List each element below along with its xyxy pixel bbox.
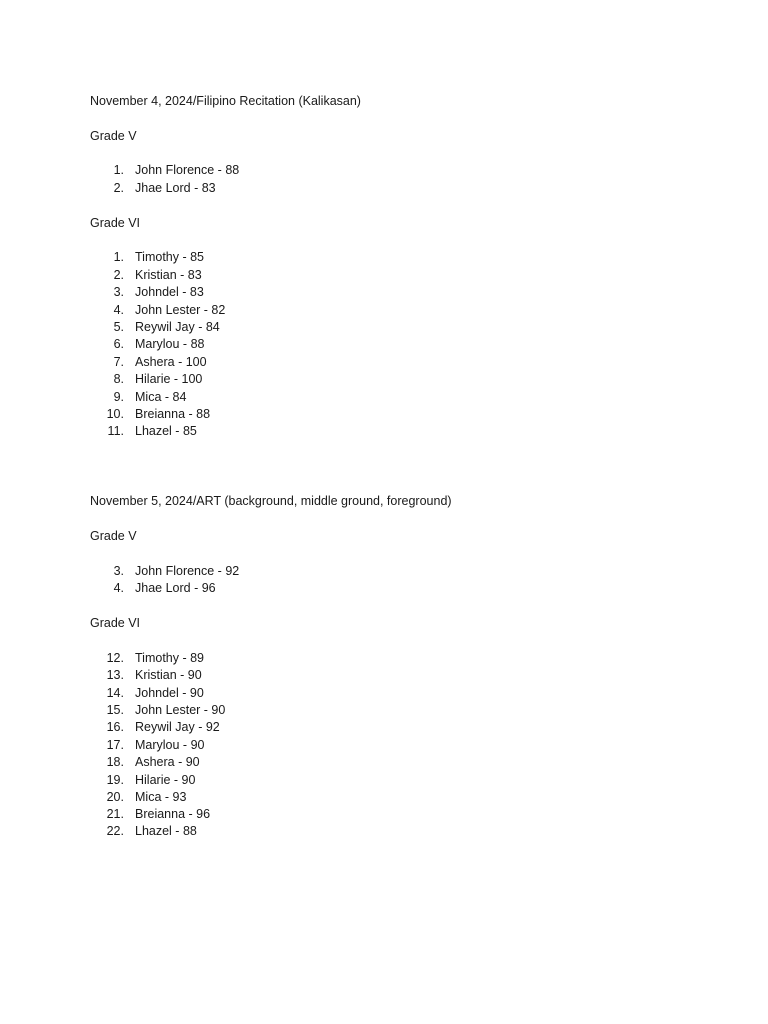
list-item-number: 13.: [106, 668, 124, 682]
list-item-text: Reywil Jay - 84: [135, 320, 220, 334]
list-item-text: Hilarie - 90: [135, 773, 196, 787]
list-item-text: Marylou - 90: [135, 738, 205, 752]
list-item-number: 6.: [113, 337, 124, 351]
list-item-number: 2.: [113, 268, 124, 282]
list-item-number: 12.: [106, 651, 124, 665]
list-item-text: Marylou - 88: [135, 337, 205, 351]
section-heading: November 4, 2024/Filipino Recitation (Kalikasan): [90, 94, 361, 108]
list-item-number: 3.: [113, 285, 124, 299]
list-item-text: Breianna - 88: [135, 407, 211, 421]
grade-heading: Grade V: [90, 529, 137, 543]
list-item-number: 17.: [106, 738, 124, 752]
list-item-text: Johndel - 83: [135, 285, 204, 299]
list-item-number: 2.: [113, 181, 124, 195]
list-item-text: Timothy - 85: [135, 250, 205, 264]
list-item-text: Ashera - 100: [135, 355, 207, 369]
list-item-text: Johndel - 90: [135, 686, 204, 700]
list-item-number: 9.: [113, 390, 124, 404]
list-item-number: 11.: [107, 424, 124, 438]
grade-heading: Grade VI: [90, 616, 141, 630]
list-item-text: Hilarie - 100: [135, 372, 203, 386]
list-item-number: 16.: [106, 720, 124, 734]
list-item-text: John Florence - 92: [135, 564, 240, 578]
list-item-text: Ashera - 90: [135, 755, 200, 769]
list-item-text: John Lester - 90: [135, 703, 226, 717]
list-item-text: Kristian - 83: [135, 268, 202, 282]
list-item-text: Jhae Lord - 96: [135, 581, 216, 595]
list-item-text: John Florence - 88: [135, 163, 240, 177]
list-item-number: 5.: [113, 320, 124, 334]
section-heading: November 5, 2024/ART (background, middle ground, foreground): [90, 494, 452, 508]
list-item-text: Lhazel - 85: [135, 424, 197, 438]
list-item-number: 1.: [113, 163, 124, 177]
list-item-text: Kristian - 90: [135, 668, 202, 682]
list-item-text: Jhae Lord - 83: [135, 181, 216, 195]
list-item-number: 1.: [113, 250, 124, 264]
list-item-number: 15.: [106, 703, 124, 717]
list-item-number: 22.: [106, 824, 124, 838]
list-item-number: 10.: [106, 407, 124, 421]
list-item-number: 4.: [113, 303, 124, 317]
list-item-number: 4.: [113, 581, 124, 595]
list-item-number: 21.: [106, 807, 124, 821]
list-item-text: Breianna - 96: [135, 807, 211, 821]
list-item-number: 19.: [106, 773, 124, 787]
list-item-text: Reywil Jay - 92: [135, 720, 220, 734]
list-item-text: Mica - 84: [135, 390, 187, 404]
list-item-text: Timothy - 89: [135, 651, 205, 665]
list-item-text: John Lester - 82: [135, 303, 226, 317]
list-item-number: 8.: [113, 372, 124, 386]
list-item-text: Mica - 93: [135, 790, 187, 804]
grade-heading: Grade VI: [90, 216, 141, 230]
list-item-number: 14.: [106, 686, 124, 700]
list-item-number: 3.: [113, 564, 124, 578]
grade-heading: Grade V: [90, 129, 137, 143]
list-item-text: Lhazel - 88: [135, 824, 197, 838]
list-item-number: 18.: [106, 755, 124, 769]
list-item-number: 7.: [113, 355, 124, 369]
list-item-number: 20.: [106, 790, 124, 804]
